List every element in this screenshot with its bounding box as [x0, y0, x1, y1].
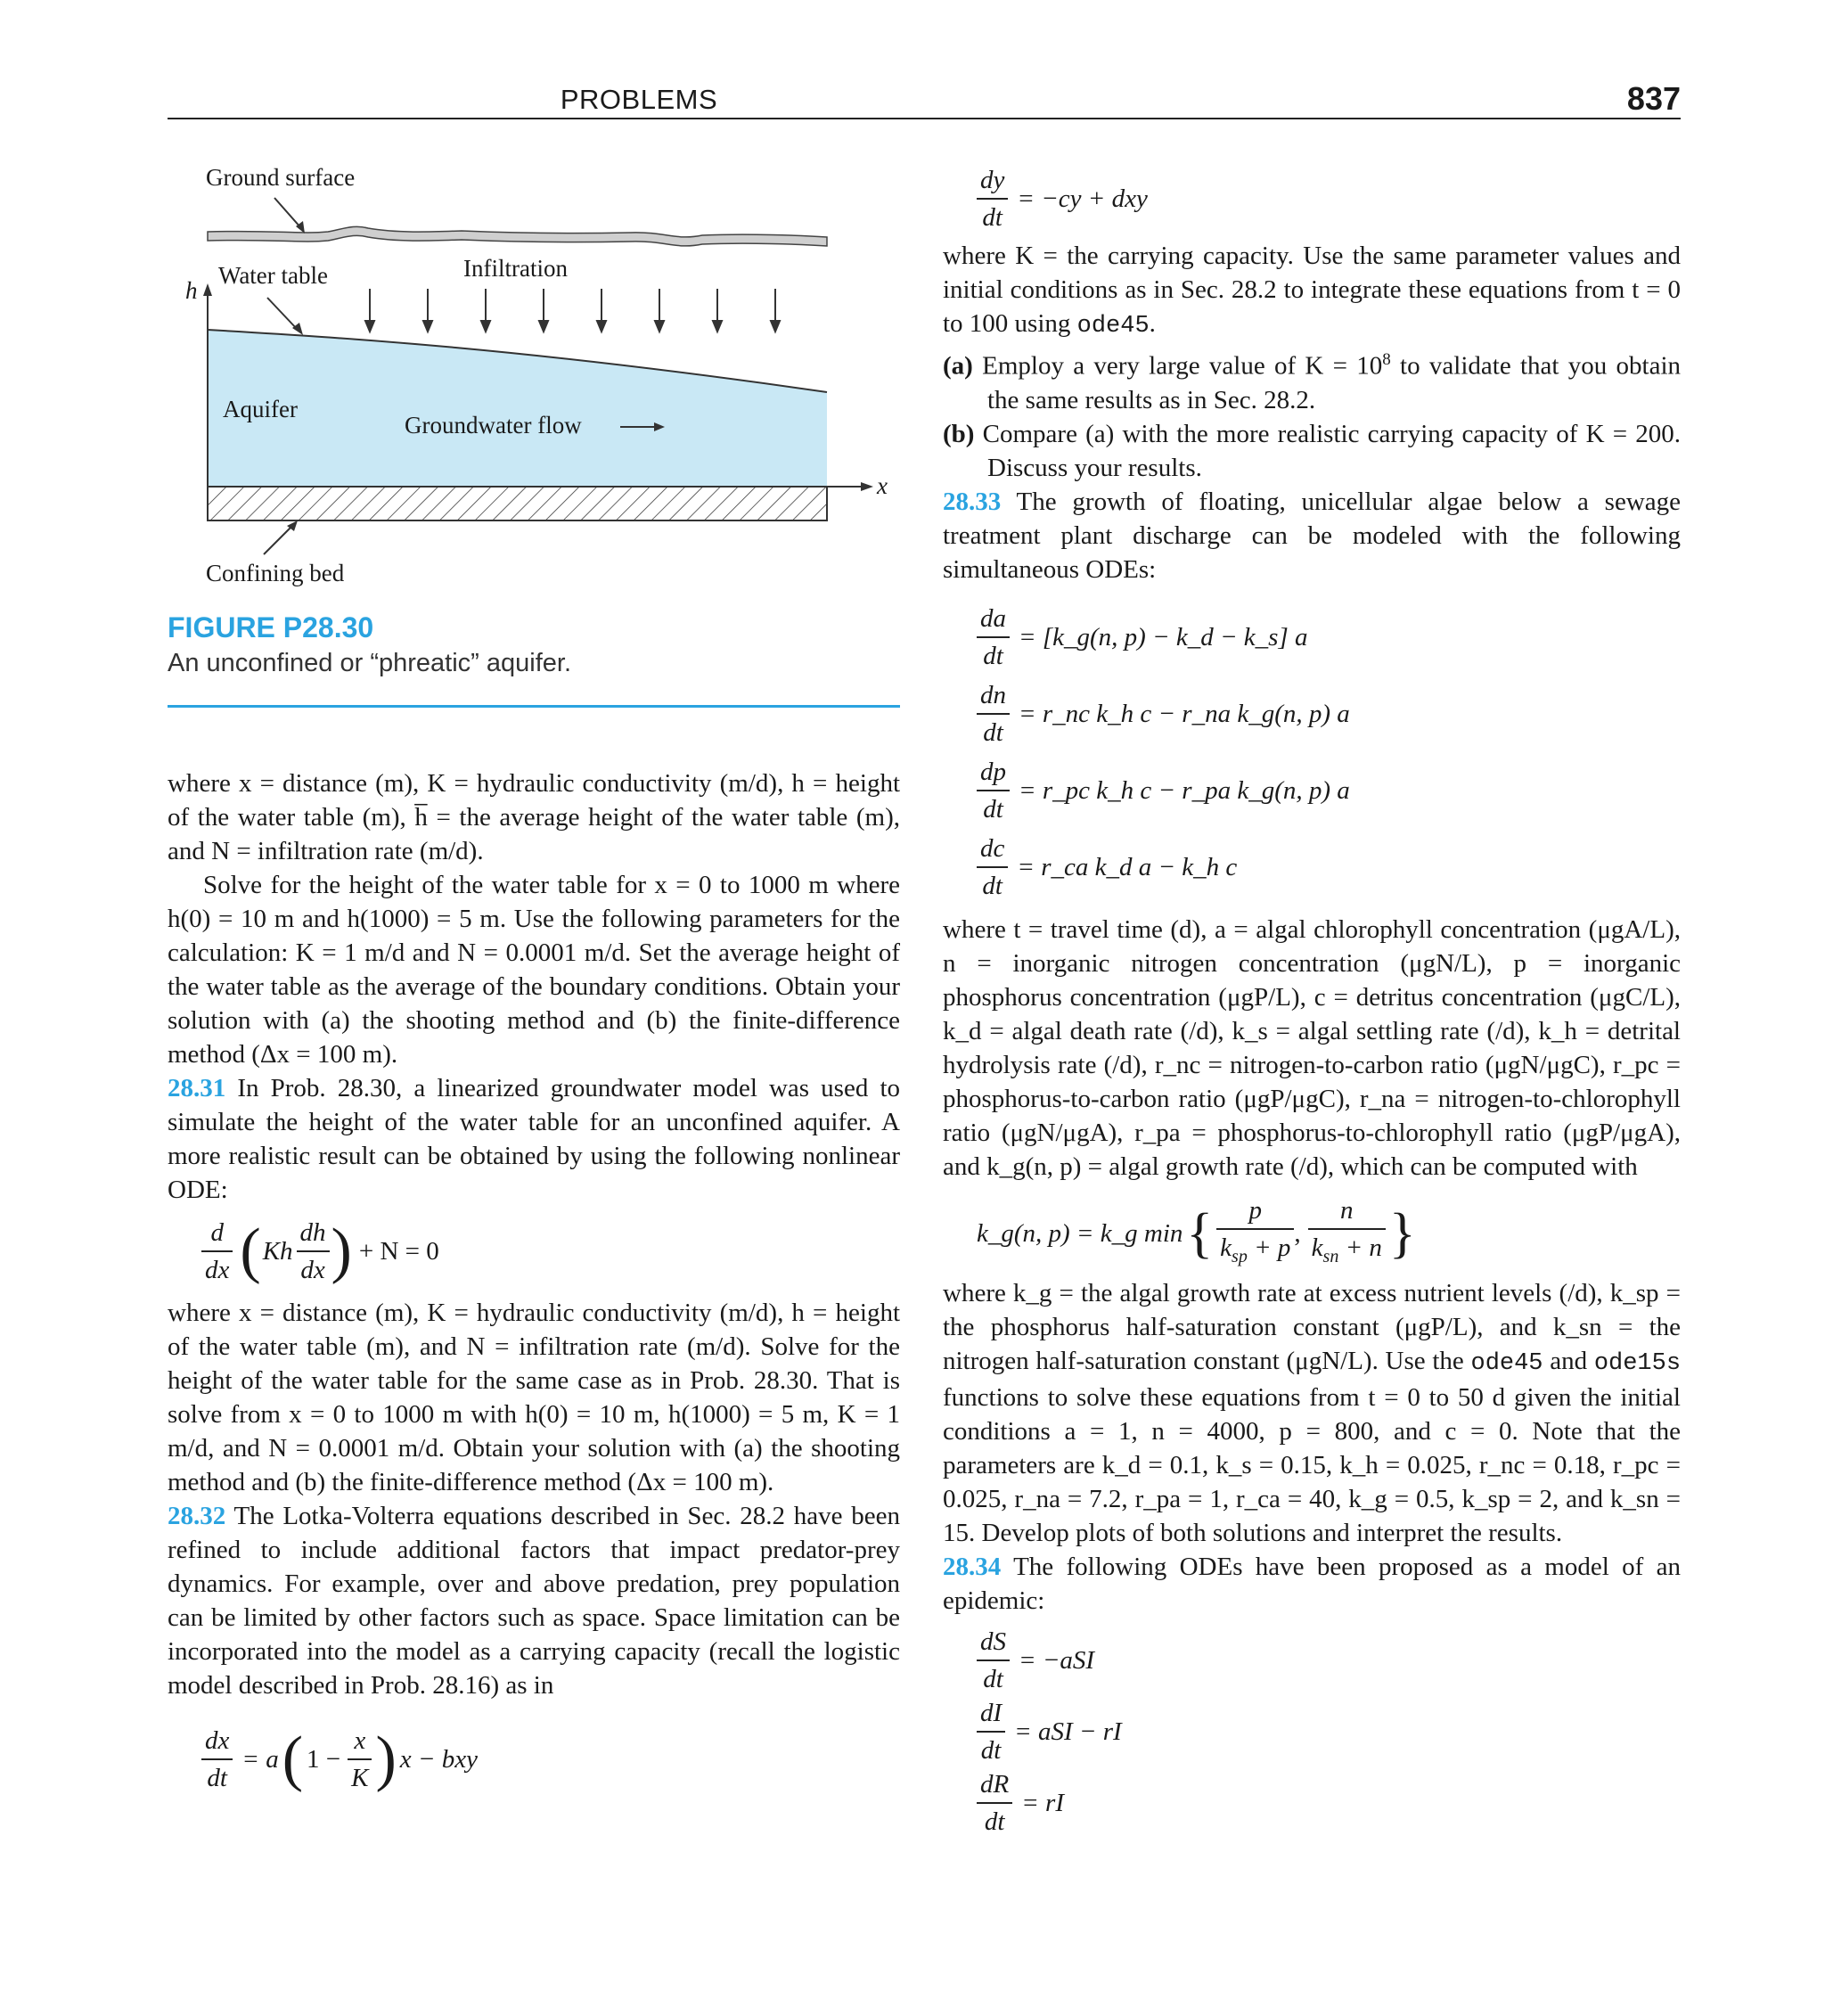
equation-dR: $\frac{dR}{dt}$ = rI [943, 1767, 1681, 1839]
figure-divider [168, 705, 900, 708]
page-number: 837 [1626, 80, 1681, 117]
confining-bed-label: Confining bed [206, 560, 345, 586]
paragraph-growth-parameters: where k_g = the algal growth rate at excess nutrient levels (/d), k_sp = the phosphorus half-saturation constant (μgP/L), and k_sn = the nitrogen half-saturation constant (μgN/L). Use the ode45 and ode15s functions to solve these equations from t = 0 to 50 d given the initial conditions a = 1, n = 4000, p = 800, and c = 0. Note that the parameters are k_d = 0.1, k_s = 0.15, k_h = 0.025, r_nc = 0.18, r_pc = 0.025, r_na = 7.2, r_pa = 1, r_ca = 40, k_g = 0.5, k_sp = 2, and k_sn = 15. Develop plots of both solutions and interpret the results. [943, 1278, 1682, 1547]
problem-28-33: 28.33 The growth of floating, unicellular algae below a sewage treatment plant discharge can be modeled with the following simultaneous ODEs: [943, 487, 1682, 584]
problem-28-32: 28.32 The Lotka-Volterra equations described in Sec. 28.2 have been refined to include additional factors that impact predator-prey dynamics. For example, over and above predation, prey population can be limited by other factors such as space. Space limitation can be incorporated into the model as a carrying capacity (recall the logistic model described in Prob. 28.16) as in [168, 1502, 901, 1700]
figure-caption-title: FIGURE P28.30 [168, 611, 374, 643]
equations-algae [943, 599, 1681, 906]
confining-leader [264, 526, 292, 554]
equation-rhs: x − bxy [399, 1745, 478, 1774]
code-ode45: ode45 [1470, 1349, 1543, 1377]
infiltration-arrows [365, 289, 780, 332]
equation-dn: $\frac{dn}{dt}$ = r_nc k_h c − r_na k_g(n, p) a [943, 676, 1681, 752]
water-table-leader [267, 298, 298, 330]
code-ode15s: ode15s [1593, 1349, 1682, 1377]
equation-prey: $\frac{dx}{dt}$ = a ( 1 − $\frac{x}{K}$ ) x − bxy [168, 1711, 900, 1807]
groundwater-flow-label: Groundwater flow [405, 412, 582, 438]
paragraph-prob-28-30: Solve for the height of the water table for x = 0 to 1000 m where h(0) = 10 m and h(1000) = 5 m. Use the following parameters for the calculation: K = 1 m/d and N = 0.0001 m/d. Set the average height of the water table as the average of the boundary conditions. Obtain your solution with (a) the shooting method and (b) the finite-difference method (Δx = 100 m). [168, 871, 900, 1069]
h-axis-arrow [203, 283, 212, 296]
problem-number: 28.34 [943, 1552, 1002, 1581]
equations-epidemic [943, 1625, 1681, 1839]
ground-surface-label: Ground surface [206, 164, 356, 191]
equation-rhs: + N = 0 [358, 1237, 439, 1266]
item-b: (b) Compare (a) with the more realistic carrying capacity of K = 200. Discuss your results. [943, 419, 1682, 482]
paragraph-variables: where x = distance (m), K = hydraulic conductivity (m/d), h = height of the water table (m), h̅ = the average height of the water table (m), and N = infiltration rate (m/d). [168, 769, 900, 865]
paragraph-prob-28-31-details: where x = distance (m), K = hydraulic conductivity (m/d), h = height of the water table (m), and N = infiltration rate (m/d). Solve for the height of the water table for the same case as in Prob. 28.30. That is solve from x = 0 to 1000 m with h(0) = 10 m, h(1000) = 5 m, K = 1 m/d, and N = 0.0001 m/d. Obtain your solution with (a) the shooting method and (b) the finite-difference method (Δx = 100 m). [168, 1299, 900, 1496]
h-axis-label: h [185, 277, 198, 304]
paragraph-algae-variables: where t = travel time (d), a = algal chlorophyll concentration (μgA/L), n = inorganic nitrogen concentration (μgN/L), p = inorganic phosphorus concentration (μgP/L), c = detritus concentration (μgC/L), k_d = algal death rate (/d), k_s = algal settling rate (/d), k_h = detrital hydrolysis rate (/d), r_nc = nitrogen-to-carbon ratio (μgN/μgC), r_pc = phosphorus-to-carbon ratio (μgP/μgC), r_na = nitrogen-to-chlorophyll ratio (μgN/μgA), r_pa = phosphorus-to-chlorophyll ratio (μgP/μgA), and k_g(n, p) = algal growth rate (/d), which can be computed with [943, 914, 1681, 1181]
confining-bed [208, 487, 827, 520]
x-axis-arrow [861, 482, 873, 491]
equation-rhs: = a [241, 1745, 279, 1774]
running-head: PROBLEMS [560, 84, 718, 115]
equation-dp: $\frac{dp}{dt}$ = r_pc k_h c − r_pa k_g(n, p) a [943, 752, 1681, 829]
equation-dI: $\frac{dI}{dt}$ = aSI − rI [943, 1696, 1681, 1767]
equation-da: $\frac{da}{dt}$ = [k_g(n, p) − k_d − k_s] a [943, 599, 1681, 676]
page-header [168, 77, 1681, 119]
figure-caption-text: An unconfined or “phreatic” aquifer. [168, 649, 571, 677]
problem-28-34: 28.34 The following ODEs have been proposed as a model of an epidemic: [943, 1552, 1681, 1615]
aquifer-diagram [168, 157, 907, 585]
equation-predator: $\frac{dy}{dt}$ = −cy + dxy [943, 159, 1681, 239]
problem-number: 28.33 [943, 487, 1002, 516]
problem-28-31: 28.31 In Prob. 28.30, a linearized groundwater model was used to simulate the height of the water table for an unconfined aquifer. A more realistic result can be obtained by using the following nonlinear ODE: [168, 1074, 900, 1204]
left-column [168, 766, 900, 1807]
x-axis-label: x [877, 472, 888, 499]
infiltration-label: Infiltration [463, 255, 568, 282]
right-column [943, 159, 1681, 1839]
equation-kg: k_g(n, p) = k_g min { $\frac{p}{k_{sp} + p}$ , $\frac{n}{k_{sn} + n}$ } [943, 1191, 1681, 1276]
equation-dc: $\frac{dc}{dt}$ = r_ca k_d a − k_h c [943, 829, 1681, 906]
problem-number: 28.31 [168, 1074, 226, 1102]
code-ode45: ode45 [1076, 313, 1150, 340]
aquifer-label: Aquifer [223, 396, 298, 422]
equation-nonlinear-ode: $\frac{d}{dx}$ ( Kh $\frac{dh}{dx}$ ) + N = 0 [168, 1207, 900, 1296]
problem-number: 28.32 [168, 1502, 226, 1530]
paragraph-carrying-capacity: where K = the carrying capacity. Use the same parameter values and initial conditions as in Sec. 28.2 to integrate these equations from t = 0 to 100 using ode45. [943, 242, 1681, 340]
water-table-label: Water table [218, 262, 329, 289]
equation-rhs: = −cy + dxy [1017, 184, 1148, 213]
equation-dS: $\frac{dS}{dt}$ = −aSI [943, 1625, 1681, 1696]
figure-aquifer [168, 157, 907, 585]
ground-leader [274, 198, 301, 228]
item-a: (a) Employ a very large value of $K = 10^8$ to validate that you obtain the same results as in Sec. 28.2. [943, 350, 1681, 414]
